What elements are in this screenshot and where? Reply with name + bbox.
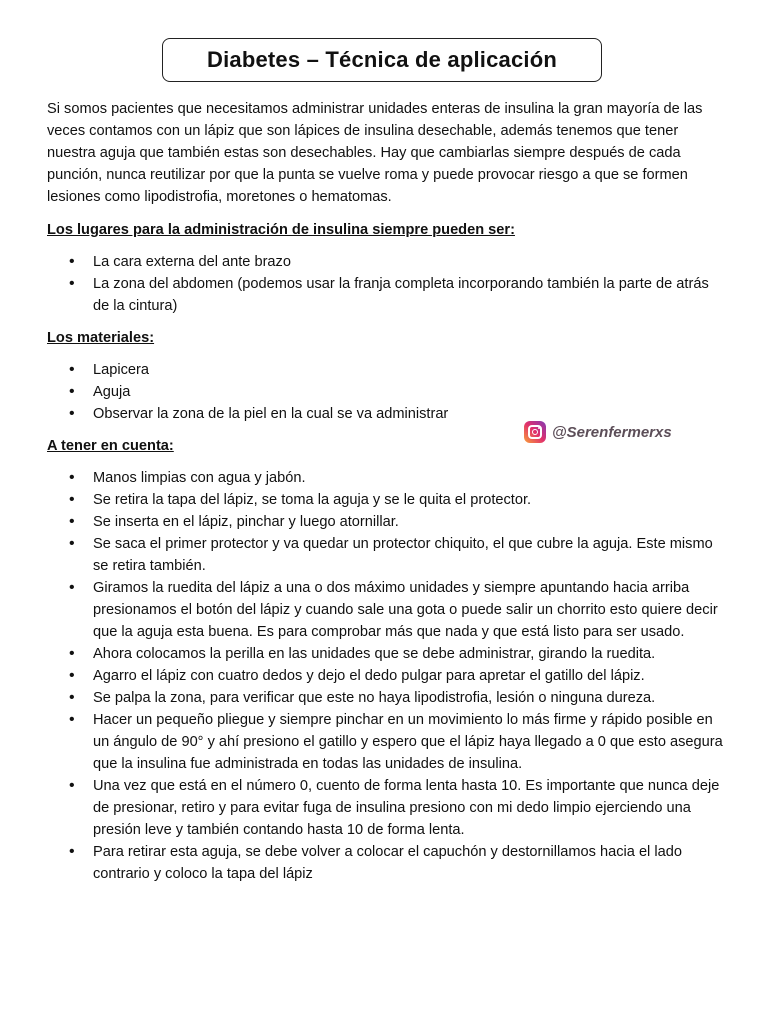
list-item: • Una vez que está en el número 0, cuento de forma lenta hasta 10. Es importante que nunca deje de presionar, retiro y para evitar fuga de insulina presiono con mi dedo limpio ejerciendo una presión leve y también contando hasta 10 de forma lenta.: [47, 775, 727, 841]
list-item: • Hacer un pequeño pliegue y siempre pinchar en un movimiento lo más firme y rápido posible en un ángulo de 90° y ahí presiono el gatillo y espero que el lápiz haya llegado a 0 que esto asegura que la insulina fue administrada en todas las unidades de insulina.: [47, 709, 727, 775]
list-item: • Se saca el primer protector y va quedar un protector chiquito, el que cubre la aguja. Este mismo se retira también.: [47, 533, 727, 577]
list-item: • Agarro el lápiz con cuatro dedos y dejo el dedo pulgar para apretar el gatillo del lápiz.: [47, 665, 727, 687]
section-heading-lugares: Los lugares para la administración de insulina siempre pueden ser:: [47, 222, 515, 238]
list-lugares: [47, 251, 727, 317]
list-tener-en-cuenta: [47, 467, 727, 885]
list-item: • Observar la zona de la piel en la cual se va administrar: [47, 403, 727, 425]
list-materiales: [47, 359, 727, 425]
instagram-watermark: [524, 420, 672, 444]
list-item: • Se palpa la zona, para verificar que este no haya lipodistrofia, lesión o ninguna dureza.: [47, 687, 727, 709]
list-item: • La zona del abdomen (podemos usar la franja completa incorporando también la parte de atrás de la cintura): [47, 273, 727, 317]
list-item: • Ahora colocamos la perilla en las unidades que se debe administrar, girando la ruedita.: [47, 643, 727, 665]
list-item: • La cara externa del ante brazo: [47, 251, 727, 273]
page-title: Diabetes – Técnica de aplicación: [207, 47, 557, 72]
list-item: • Se inserta en el lápiz, pinchar y luego atornillar.: [47, 511, 727, 533]
list-item: • Para retirar esta aguja, se debe volver a colocar el capuchón y destornillamos hacia el lado contrario y coloco la tapa del lápiz: [47, 841, 727, 885]
instagram-handle: @Serenfermerxs: [552, 423, 672, 441]
list-item: • Manos limpias con agua y jabón.: [47, 467, 727, 489]
section-heading-materiales: Los materiales:: [47, 330, 155, 346]
title-box: [162, 38, 602, 82]
instagram-icon: [524, 421, 546, 443]
intro-paragraph: Si somos pacientes que necesitamos administrar unidades enteras de insulina la gran mayoría de las veces contamos con un lápiz que son lápices de insulina desechable, además tenemos que tener nuestra aguja que también estas son desechables. Hay que cambiarlas siempre después de cada punción, nunca reutilizar por que la punta se vuelve roma y puede provocar riesgo a que se formen lesiones como lipodistrofia, moretones o hematomas.: [47, 101, 703, 205]
list-item: • Aguja: [47, 381, 727, 403]
section-heading-tener-en-cuenta: A tener en cuenta:: [47, 438, 174, 454]
list-item: • Lapicera: [47, 359, 727, 381]
list-item: • Giramos la ruedita del lápiz a una o dos máximo unidades y siempre apuntando hacia arriba presionamos el botón del lápiz y cuando sale una gota o puede salir un chorrito esto quiere decir que la aguja esta buena. Es para comprobar más que nada y que está listo para ser usado.: [47, 577, 727, 643]
document-body: [47, 98, 727, 895]
list-item: • Se retira la tapa del lápiz, se toma la aguja y se le quita el protector.: [47, 489, 727, 511]
